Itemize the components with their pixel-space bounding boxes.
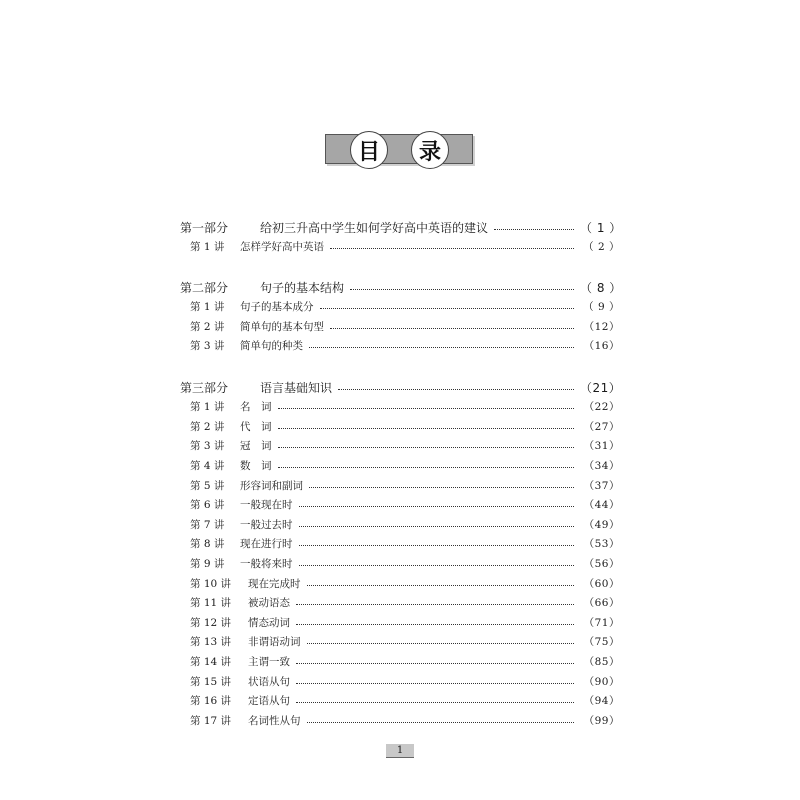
dot-leader — [307, 722, 575, 723]
toc-lecture-entry[interactable] — [190, 554, 620, 572]
dot-leader — [278, 447, 575, 448]
part-title: 给初三升高中学生如何学好高中英语的建议 — [260, 220, 489, 235]
toc-lecture-entry[interactable] — [190, 238, 620, 256]
lecture-title: 形容词和副词 — [240, 479, 303, 492]
part-number: 第一部分 — [180, 220, 229, 235]
page-ref: （12） — [583, 320, 620, 333]
lecture-number: 第 12 讲 — [190, 616, 232, 629]
page-ref: （90） — [583, 675, 620, 688]
dot-leader — [278, 428, 575, 429]
lecture-title: 一般将来时 — [240, 557, 293, 570]
lecture-number: 第 10 讲 — [190, 577, 232, 590]
dot-leader — [296, 624, 574, 625]
page-ref: （37） — [583, 479, 620, 492]
dot-leader — [278, 408, 575, 409]
dot-leader — [299, 565, 575, 566]
lecture-title: 名词性从句 — [248, 714, 301, 727]
toc-lecture-entry[interactable] — [190, 613, 620, 631]
toc-lecture-entry[interactable] — [190, 398, 620, 416]
dot-leader — [299, 545, 575, 546]
lecture-title: 怎样学好高中英语 — [240, 241, 324, 254]
dot-leader — [296, 604, 574, 605]
page-ref: （56） — [583, 557, 620, 570]
lecture-title: 一般过去时 — [240, 518, 293, 531]
lecture-title: 简单句的种类 — [240, 340, 303, 353]
dot-leader — [309, 487, 574, 488]
toc-lecture-entry[interactable] — [190, 515, 620, 533]
toc-lecture-entry[interactable] — [190, 692, 620, 710]
toc-lecture-entry[interactable] — [190, 298, 620, 316]
dot-leader — [296, 702, 574, 703]
toc-lecture-entry[interactable] — [190, 337, 620, 355]
lecture-title: 句子的基本成分 — [240, 301, 314, 314]
lecture-number: 第 3 讲 — [190, 440, 225, 453]
lecture-number: 第 1 讲 — [190, 401, 225, 414]
toc-lecture-entry[interactable] — [190, 317, 620, 335]
dot-leader — [338, 389, 574, 390]
page-number: 1 — [386, 744, 414, 758]
dot-leader — [330, 328, 574, 329]
toc-lecture-entry[interactable] — [190, 672, 620, 690]
toc-lecture-entry[interactable] — [190, 437, 620, 455]
toc-lecture-entry[interactable] — [190, 574, 620, 592]
toc-lecture-entry[interactable] — [190, 417, 620, 435]
lecture-title: 主谓一致 — [248, 655, 290, 668]
dot-leader — [299, 526, 575, 527]
lecture-title: 名 词 — [240, 401, 272, 414]
dot-leader — [296, 663, 574, 664]
lecture-number: 第 7 讲 — [190, 518, 225, 531]
lecture-number: 第 2 讲 — [190, 420, 225, 433]
toc-lecture-entry[interactable] — [190, 652, 620, 670]
toc-lecture-entry[interactable] — [190, 594, 620, 612]
toc-part-entry[interactable] — [180, 218, 620, 236]
lecture-title: 被动语态 — [248, 597, 290, 610]
page-ref: （75） — [583, 636, 620, 649]
dot-leader — [307, 643, 575, 644]
lecture-number: 第 4 讲 — [190, 459, 225, 472]
lecture-number: 第 2 讲 — [190, 320, 225, 333]
lecture-number: 第 13 讲 — [190, 636, 232, 649]
lecture-number: 第 8 讲 — [190, 538, 225, 551]
page-ref: （ 9 ） — [583, 301, 620, 314]
lecture-number: 第 1 讲 — [190, 241, 225, 254]
dot-leader — [350, 289, 574, 290]
dot-leader — [296, 683, 574, 684]
toc-part-entry[interactable] — [180, 278, 620, 296]
part-title: 句子的基本结构 — [260, 280, 345, 295]
page-ref: （49） — [583, 518, 620, 531]
lecture-title: 代 词 — [240, 420, 272, 433]
page-ref: （16） — [583, 340, 620, 353]
page-ref: （ 2 ） — [583, 241, 620, 254]
lecture-title: 冠 词 — [240, 440, 272, 453]
page-ref: （21） — [580, 380, 622, 395]
page-ref: （60） — [583, 577, 620, 590]
dot-leader — [278, 467, 575, 468]
page-ref: （66） — [583, 597, 620, 610]
toc-title-char-1: 目 — [350, 131, 388, 169]
toc-lecture-entry[interactable] — [190, 535, 620, 553]
toc-title-banner — [325, 134, 473, 164]
dot-leader — [309, 347, 574, 348]
lecture-number: 第 15 讲 — [190, 675, 232, 688]
page-ref: （ 8 ） — [580, 280, 622, 295]
lecture-number: 第 14 讲 — [190, 655, 232, 668]
lecture-number: 第 9 讲 — [190, 557, 225, 570]
page-ref: （ 1 ） — [580, 220, 622, 235]
lecture-title: 数 词 — [240, 459, 272, 472]
lecture-number: 第 3 讲 — [190, 340, 225, 353]
toc-lecture-entry[interactable] — [190, 456, 620, 474]
lecture-number: 第 6 讲 — [190, 499, 225, 512]
dot-leader — [494, 229, 574, 230]
part-number: 第二部分 — [180, 280, 229, 295]
toc-lecture-entry[interactable] — [190, 476, 620, 494]
page-ref: （53） — [583, 538, 620, 551]
part-title: 语言基础知识 — [260, 380, 333, 395]
dot-leader — [299, 506, 575, 507]
dot-leader — [307, 585, 575, 586]
page-ref: （27） — [583, 420, 620, 433]
lecture-title: 情态动词 — [248, 616, 290, 629]
dot-leader — [320, 308, 575, 309]
toc-title-char-2: 录 — [411, 131, 449, 169]
lecture-title: 一般现在时 — [240, 499, 293, 512]
dot-leader — [330, 248, 574, 249]
page-ref: （71） — [583, 616, 620, 629]
lecture-title: 简单句的基本句型 — [240, 320, 324, 333]
page-ref: （22） — [583, 401, 620, 414]
lecture-title: 定语从句 — [248, 695, 290, 708]
lecture-number: 第 5 讲 — [190, 479, 225, 492]
toc-part-entry[interactable] — [180, 378, 620, 396]
toc-lecture-entry[interactable] — [190, 633, 620, 651]
lecture-title: 状语从句 — [248, 675, 290, 688]
page-ref: （85） — [583, 655, 620, 668]
page-ref: （94） — [583, 695, 620, 708]
page-ref: （31） — [583, 440, 620, 453]
lecture-number: 第 16 讲 — [190, 695, 232, 708]
page-ref: （44） — [583, 499, 620, 512]
page-ref: （99） — [583, 714, 620, 727]
lecture-title: 现在完成时 — [248, 577, 301, 590]
lecture-number: 第 17 讲 — [190, 714, 232, 727]
page-ref: （34） — [583, 459, 620, 472]
toc-lecture-entry[interactable] — [190, 496, 620, 514]
toc-lecture-entry[interactable] — [190, 711, 620, 729]
lecture-number: 第 1 讲 — [190, 301, 225, 314]
lecture-title: 非谓语动词 — [248, 636, 301, 649]
part-number: 第三部分 — [180, 380, 229, 395]
lecture-title: 现在进行时 — [240, 538, 293, 551]
lecture-number: 第 11 讲 — [190, 597, 232, 610]
